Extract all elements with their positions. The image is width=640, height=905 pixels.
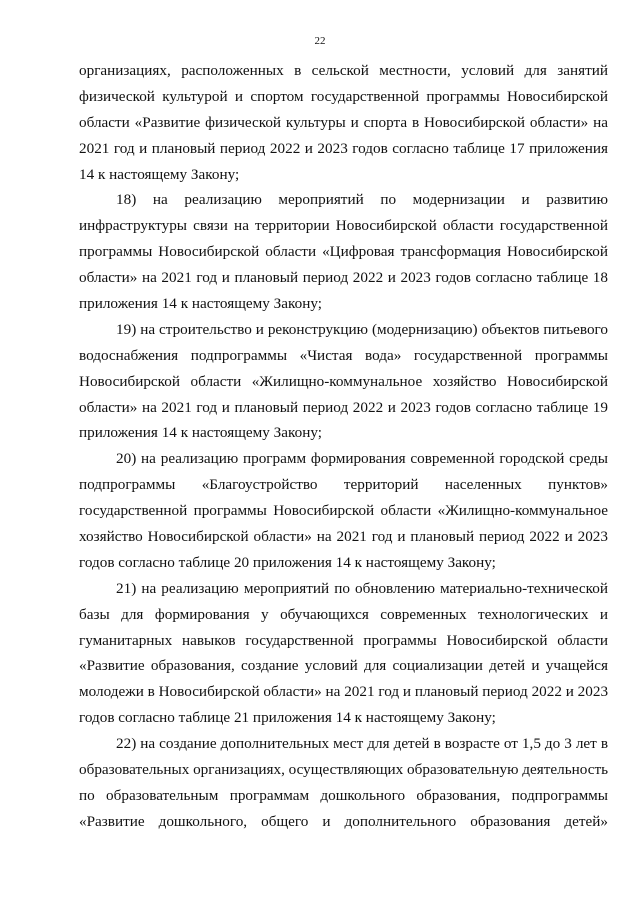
text-line: программы Новосибирской области «Цифровая трансформация Новосибирской [79, 243, 608, 261]
text-line: области» на 2021 год и плановый период 2022 и 2023 годов согласно таблице 19 [79, 398, 608, 416]
text-line: молодежи в Новосибирской области» на 2021 год и плановый период 2022 и 2023 [79, 683, 608, 701]
text-line: годов согласно таблице 21 приложения 14 к настоящему Закону; [79, 709, 496, 727]
paragraph-first-line: 18) на реализацию мероприятий по модернизации и развитию [116, 191, 608, 209]
text-line: инфраструктуры связи на территории Новосибирской области государственной [79, 217, 608, 235]
text-line: образовательных организациях, осуществляющих образовательную деятельность [79, 761, 608, 779]
text-line: физической культурой и спортом государственной программы Новосибирской [79, 87, 608, 105]
text-line: хозяйство Новосибирской области» на 2021 год и плановый период 2022 и 2023 [79, 528, 608, 546]
paragraph-first-line: 19) на строительство и реконструкцию (модернизацию) объектов питьевого [116, 320, 608, 338]
text-line: государственной программы Новосибирской области «Жилищно-коммунальное [79, 502, 608, 520]
text-line: водоснабжения подпрограммы «Чистая вода» государственной программы [79, 346, 608, 364]
paragraph-first-line: 20) на реализацию программ формирования современной городской среды [116, 450, 608, 468]
text-line: 2021 год и плановый период 2022 и 2023 годов согласно таблице 17 приложения [79, 139, 608, 157]
text-line: «Развитие дошкольного, общего и дополнительного образования детей» [79, 812, 608, 830]
text-line: по образовательным программам дошкольного образования, подпрограммы [79, 786, 608, 804]
text-line: области» на 2021 год и плановый период 2022 и 2023 годов согласно таблице 18 [79, 269, 608, 287]
text-line: 14 к настоящему Закону; [79, 165, 240, 183]
text-line: подпрограммы «Благоустройство территорий населенных пунктов» [79, 476, 608, 494]
document-body [79, 58, 608, 835]
text-line: области «Развитие физической культуры и спорта в Новосибирской области» на [79, 113, 608, 131]
text-line: годов согласно таблице 20 приложения 14 к настоящему Закону; [79, 553, 496, 571]
text-line: «Развитие образования, создание условий для социализации детей и учащейся [79, 657, 608, 675]
text-line: приложения 14 к настоящему Закону; [79, 424, 322, 442]
text-line: организациях, расположенных в сельской местности, условий для занятий [79, 62, 608, 79]
text-line: приложения 14 к настоящему Закону; [79, 295, 322, 313]
page-number: 22 [314, 35, 326, 47]
paragraph-first-line: 21) на реализацию мероприятий по обновлению материально-технической [116, 579, 608, 597]
text-line: гуманитарных навыков государственной программы Новосибирской области [79, 631, 608, 649]
text-line: базы для формирования у обучающихся современных технологических и [79, 605, 608, 623]
paragraph-first-line: 22) на создание дополнительных мест для детей в возрасте от 1,5 до 3 лет в [116, 735, 608, 753]
text-line: Новосибирской области «Жилищно-коммунальное хозяйство Новосибирской [79, 372, 608, 390]
